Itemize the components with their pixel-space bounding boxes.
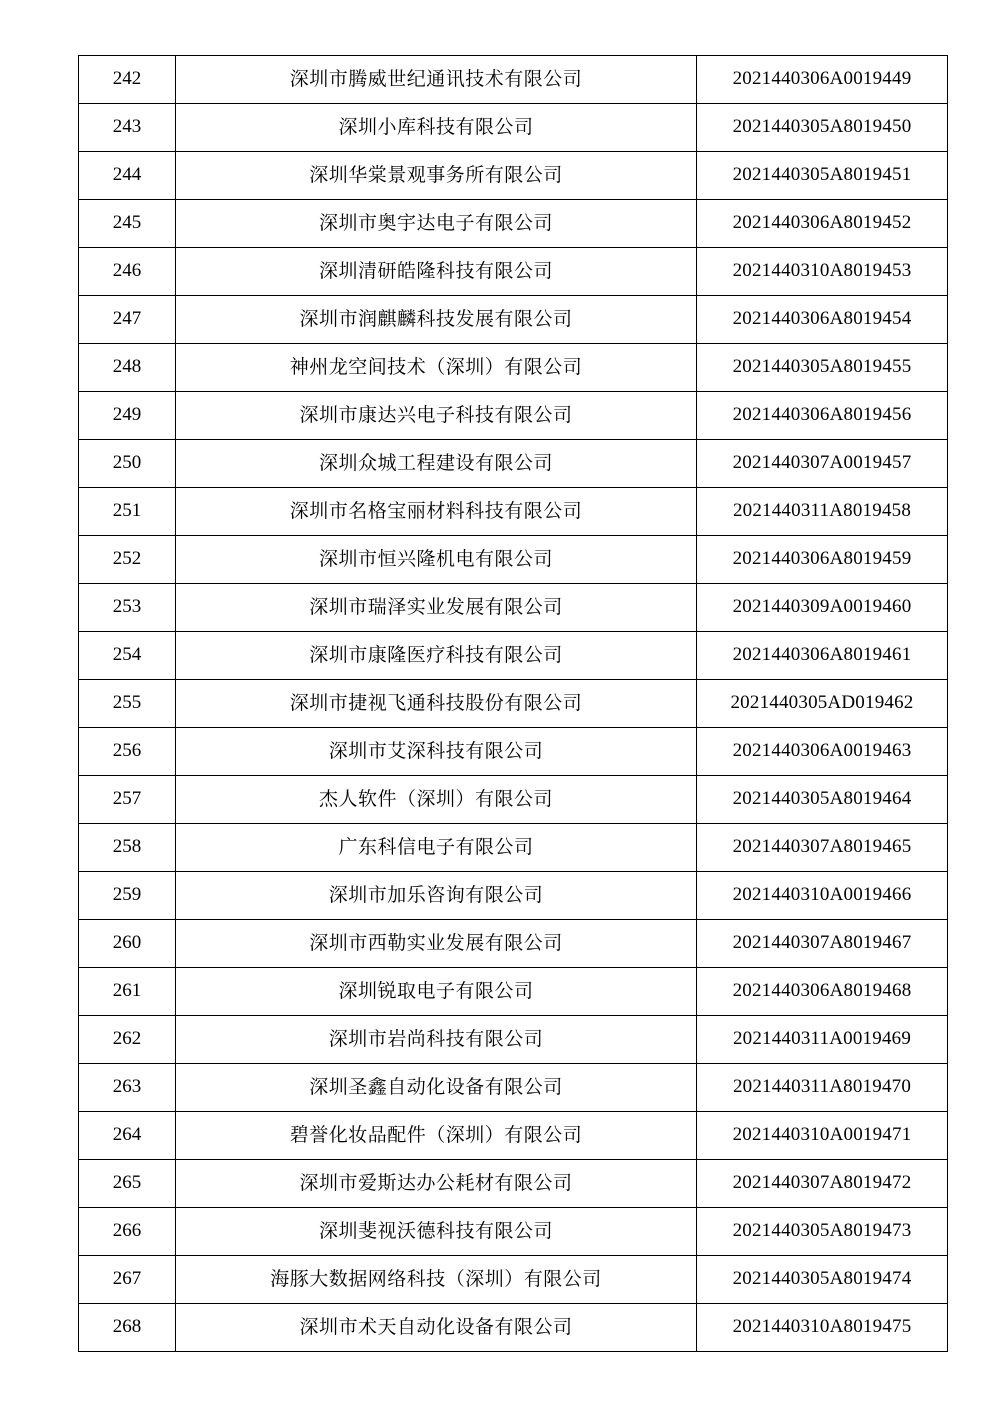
cell-index: 261 — [79, 968, 176, 1016]
cell-certificate-code: 2021440306A8019461 — [697, 632, 948, 680]
registry-table — [78, 55, 948, 1352]
cell-index: 267 — [79, 1256, 176, 1304]
table-row — [79, 488, 948, 536]
cell-index: 248 — [79, 344, 176, 392]
cell-company-name: 杰人软件（深圳）有限公司 — [176, 776, 697, 824]
cell-company-name: 深圳清研皓隆科技有限公司 — [176, 248, 697, 296]
cell-company-name: 深圳市爱斯达办公耗材有限公司 — [176, 1160, 697, 1208]
cell-index: 251 — [79, 488, 176, 536]
cell-index: 242 — [79, 56, 176, 104]
cell-company-name: 深圳市术天自动化设备有限公司 — [176, 1304, 697, 1352]
cell-certificate-code: 2021440305AD019462 — [697, 680, 948, 728]
cell-company-name: 深圳市岩尚科技有限公司 — [176, 1016, 697, 1064]
cell-certificate-code: 2021440307A8019472 — [697, 1160, 948, 1208]
cell-company-name: 广东科信电子有限公司 — [176, 824, 697, 872]
cell-certificate-code: 2021440305A8019464 — [697, 776, 948, 824]
cell-company-name: 深圳市加乐咨询有限公司 — [176, 872, 697, 920]
cell-certificate-code: 2021440306A0019463 — [697, 728, 948, 776]
cell-certificate-code: 2021440311A8019458 — [697, 488, 948, 536]
cell-certificate-code: 2021440310A0019471 — [697, 1112, 948, 1160]
cell-index: 259 — [79, 872, 176, 920]
cell-certificate-code: 2021440306A0019449 — [697, 56, 948, 104]
table-row — [79, 1256, 948, 1304]
cell-certificate-code: 2021440306A8019454 — [697, 296, 948, 344]
cell-company-name: 海豚大数据网络科技（深圳）有限公司 — [176, 1256, 697, 1304]
table-row — [79, 296, 948, 344]
cell-index: 246 — [79, 248, 176, 296]
cell-index: 245 — [79, 200, 176, 248]
cell-certificate-code: 2021440307A8019467 — [697, 920, 948, 968]
table-row — [79, 248, 948, 296]
cell-index: 243 — [79, 104, 176, 152]
cell-index: 268 — [79, 1304, 176, 1352]
cell-index: 258 — [79, 824, 176, 872]
cell-company-name: 深圳市康隆医疗科技有限公司 — [176, 632, 697, 680]
cell-company-name: 深圳市捷视飞通科技股份有限公司 — [176, 680, 697, 728]
cell-certificate-code: 2021440305A8019473 — [697, 1208, 948, 1256]
cell-index: 265 — [79, 1160, 176, 1208]
cell-index: 249 — [79, 392, 176, 440]
table-row — [79, 728, 948, 776]
cell-company-name: 深圳市艾深科技有限公司 — [176, 728, 697, 776]
cell-company-name: 深圳锐取电子有限公司 — [176, 968, 697, 1016]
table-row — [79, 824, 948, 872]
cell-certificate-code: 2021440307A0019457 — [697, 440, 948, 488]
cell-index: 262 — [79, 1016, 176, 1064]
table-row — [79, 152, 948, 200]
cell-index: 257 — [79, 776, 176, 824]
cell-company-name: 深圳市腾威世纪通讯技术有限公司 — [176, 56, 697, 104]
cell-company-name: 深圳市润麒麟科技发展有限公司 — [176, 296, 697, 344]
cell-index: 255 — [79, 680, 176, 728]
cell-company-name: 神州龙空间技术（深圳）有限公司 — [176, 344, 697, 392]
cell-company-name: 深圳小库科技有限公司 — [176, 104, 697, 152]
table-row — [79, 680, 948, 728]
cell-index: 250 — [79, 440, 176, 488]
cell-company-name: 深圳市瑞泽实业发展有限公司 — [176, 584, 697, 632]
table-row — [79, 1064, 948, 1112]
table-row — [79, 56, 948, 104]
cell-certificate-code: 2021440305A8019474 — [697, 1256, 948, 1304]
cell-company-name: 深圳斐视沃德科技有限公司 — [176, 1208, 697, 1256]
cell-index: 254 — [79, 632, 176, 680]
cell-index: 244 — [79, 152, 176, 200]
cell-company-name: 深圳华棠景观事务所有限公司 — [176, 152, 697, 200]
cell-index: 266 — [79, 1208, 176, 1256]
cell-index: 256 — [79, 728, 176, 776]
cell-certificate-code: 2021440310A0019466 — [697, 872, 948, 920]
table-row — [79, 632, 948, 680]
table-row — [79, 1304, 948, 1352]
table-row — [79, 584, 948, 632]
cell-certificate-code: 2021440310A8019475 — [697, 1304, 948, 1352]
table-row — [79, 392, 948, 440]
cell-company-name: 深圳市恒兴隆机电有限公司 — [176, 536, 697, 584]
cell-certificate-code: 2021440309A0019460 — [697, 584, 948, 632]
table-row — [79, 920, 948, 968]
table-row — [79, 536, 948, 584]
cell-certificate-code: 2021440311A8019470 — [697, 1064, 948, 1112]
cell-certificate-code: 2021440305A8019451 — [697, 152, 948, 200]
cell-index: 253 — [79, 584, 176, 632]
cell-company-name: 深圳圣鑫自动化设备有限公司 — [176, 1064, 697, 1112]
table-row — [79, 1208, 948, 1256]
cell-certificate-code: 2021440306A8019452 — [697, 200, 948, 248]
cell-company-name: 深圳市西勒实业发展有限公司 — [176, 920, 697, 968]
cell-certificate-code: 2021440306A8019459 — [697, 536, 948, 584]
cell-index: 260 — [79, 920, 176, 968]
table-row — [79, 1160, 948, 1208]
cell-certificate-code: 2021440311A0019469 — [697, 1016, 948, 1064]
cell-company-name: 深圳市名格宝丽材料科技有限公司 — [176, 488, 697, 536]
cell-certificate-code: 2021440306A8019468 — [697, 968, 948, 1016]
cell-certificate-code: 2021440305A8019455 — [697, 344, 948, 392]
table-row — [79, 1112, 948, 1160]
table-row — [79, 200, 948, 248]
table-row — [79, 776, 948, 824]
cell-certificate-code: 2021440310A8019453 — [697, 248, 948, 296]
cell-index: 263 — [79, 1064, 176, 1112]
table-row — [79, 1016, 948, 1064]
table-row — [79, 440, 948, 488]
cell-index: 247 — [79, 296, 176, 344]
table-row — [79, 872, 948, 920]
cell-company-name: 深圳众城工程建设有限公司 — [176, 440, 697, 488]
cell-company-name: 碧誉化妆品配件（深圳）有限公司 — [176, 1112, 697, 1160]
cell-index: 252 — [79, 536, 176, 584]
cell-index: 264 — [79, 1112, 176, 1160]
cell-certificate-code: 2021440306A8019456 — [697, 392, 948, 440]
cell-company-name: 深圳市康达兴电子科技有限公司 — [176, 392, 697, 440]
cell-certificate-code: 2021440307A8019465 — [697, 824, 948, 872]
cell-company-name: 深圳市奥宇达电子有限公司 — [176, 200, 697, 248]
cell-certificate-code: 2021440305A8019450 — [697, 104, 948, 152]
table-row — [79, 104, 948, 152]
registry-table-body — [79, 56, 948, 1352]
table-row — [79, 968, 948, 1016]
table-row — [79, 344, 948, 392]
